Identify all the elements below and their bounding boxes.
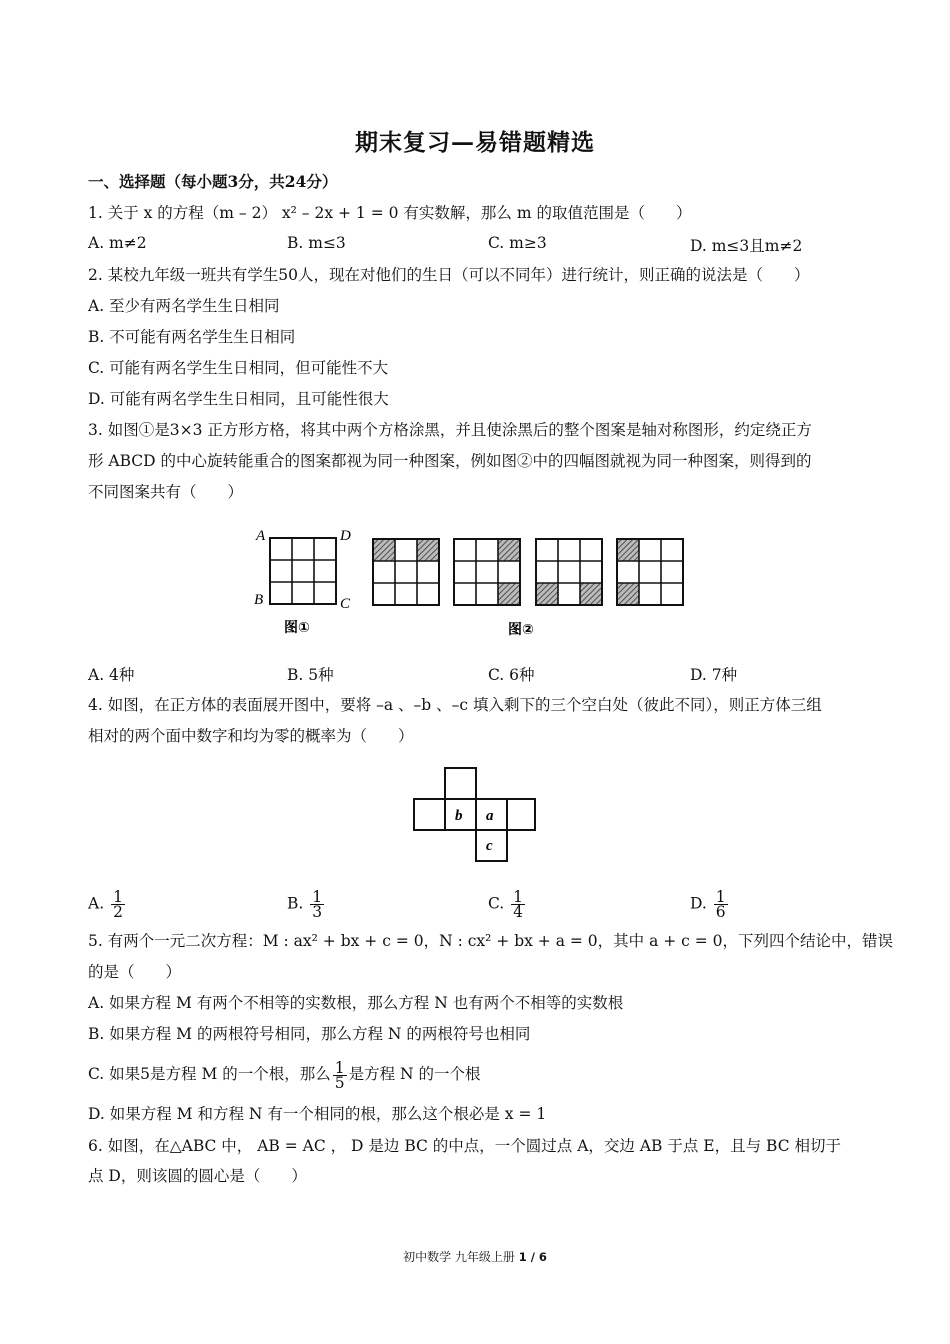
q4-option-a-fraction [111, 890, 125, 919]
q3-option-c: C. 6种 [488, 666, 535, 684]
section-heading: 一、选择题（每小题3分，共24分） [88, 172, 338, 191]
fraction-numerator: 1 [513, 888, 524, 906]
q5-option-c-text-after: 是方程 N 的一个根 [348, 1065, 481, 1083]
figure-2a-grid [373, 539, 439, 605]
q5-option-c-fraction [333, 1058, 347, 1092]
q5-option-b: B. 如果方程 M 的两根符号相同，那么方程 N 的两根符号也相同 [88, 1025, 531, 1043]
q6-stem-line-2: 点 D，则该圆的圆心是（ ） [88, 1167, 307, 1185]
q2-option-c: C. 可能有两名学生生日相同，但可能性不大 [88, 359, 389, 377]
net-label-a: a [486, 808, 494, 824]
q4-stem-line-2: 相对的两个面中数字和均为零的概率为（ ） [88, 727, 414, 745]
cube-net-figure [410, 764, 540, 864]
figure-1-grid [270, 538, 336, 604]
q2-option-a: A. 至少有两名学生生日相同 [88, 297, 280, 315]
q3-stem-line-2: 形 ABCD 的中心旋转能重合的图案都视为同一种图案，例如图②中的四幅图就视为同一种图案，则得到的 [88, 452, 812, 470]
q5-option-c-text-before: C. 如果5是方程 M 的一个根，那么 [88, 1065, 331, 1083]
net-label-b: b [455, 808, 463, 824]
fraction-denominator: 2 [113, 903, 123, 921]
figure-2c-grid [536, 539, 602, 605]
q4-option-c-letter: C. [488, 894, 505, 913]
page-footer [0, 1248, 950, 1265]
fraction-numerator: 1 [312, 888, 323, 906]
corner-label-c: C [340, 596, 351, 612]
q2-option-b: B. 不可能有两名学生生日相同 [88, 328, 296, 346]
q3-figure [250, 520, 700, 650]
q3-options [88, 663, 888, 685]
fraction-denominator: 6 [715, 903, 726, 921]
q3-option-b: B. 5种 [287, 666, 334, 684]
q5-option-d: D. 如果方程 M 和方程 N 有一个相同的根，那么这个根必是 x = 1 [88, 1105, 547, 1123]
q5-option-a: A. 如果方程 M 有两个不相等的实数根，那么方程 N 也有两个不相等的实数根 [88, 994, 624, 1012]
q2-option-d: D. 可能有两名学生生日相同，且可能性很大 [88, 390, 389, 408]
q5-stem-line-1: 5. 有两个一元二次方程：M : ax² + bx + c = 0，N : cx² + bx + a = 0，其中 a + c = 0，下列四个结论中，错误 [88, 932, 894, 950]
q4-option-d-fraction [714, 890, 728, 919]
fraction-numerator: 1 [715, 888, 726, 906]
q4-option-d [690, 890, 730, 919]
q1-option-c: C. m≥3 [488, 234, 547, 252]
q3-stem-line-1: 3. 如图①是3×3 正方形方格，将其中两个方格涂黑，并且使涂黑后的整个图案是轴对称图形，约定绕正方 [88, 421, 812, 439]
corner-label-b: B [254, 592, 264, 608]
q4-option-a [88, 890, 127, 919]
page-title: 期末复习—易错题精选 [355, 129, 595, 156]
q4-option-b-fraction [310, 890, 324, 919]
q4-option-b [287, 890, 326, 919]
q4-option-c-fraction [511, 890, 525, 919]
fraction-denominator: 5 [334, 1073, 345, 1092]
q4-stem-line-1: 4. 如图，在正方体的表面展开图中，要将 –a 、–b 、–c 填入剩下的三个空白处（彼此不同），则正方体三组 [88, 696, 822, 714]
footer-text: 初中数学 九年级上册 [403, 1250, 519, 1264]
corner-label-a: A [256, 528, 266, 544]
q2-stem: 2. 某校九年级一班共有学生50人，现在对他们的生日（可以不同年）进行统计，则正确的说法是（ ） [88, 266, 810, 284]
q5-option-c [88, 1054, 868, 1094]
q3-stem-line-3: 不同图案共有（ ） [88, 483, 244, 501]
q1-stem: 1. 关于 x 的方程（m – 2） x² – 2x + 1 = 0 有实数解，那么 m 的取值范围是（ ） [88, 204, 692, 222]
q4-options [88, 880, 888, 924]
net-label-c: c [486, 838, 493, 854]
figure-2d-grid [617, 539, 683, 605]
q4-option-d-letter: D. [690, 894, 707, 913]
q3-option-d: D. 7种 [690, 666, 738, 684]
q1-options [88, 234, 888, 256]
figure-1-caption: 图① [284, 620, 310, 636]
figure-2-caption: 图② [508, 622, 534, 638]
fraction-denominator: 4 [513, 903, 524, 921]
figure-2b-grid [454, 539, 520, 605]
corner-label-d: D [340, 528, 351, 544]
q1-option-a: A. m≠2 [88, 234, 147, 252]
fraction-denominator: 3 [312, 903, 323, 921]
q6-stem-line-1: 6. 如图，在△ABC 中， AB = AC ， D 是边 BC 的中点，一个圆过点 A，交边 AB 于点 E，且与 BC 相切于 [88, 1137, 841, 1155]
q4-option-b-letter: B. [287, 894, 304, 913]
fraction-numerator: 1 [334, 1058, 345, 1077]
q4-option-a-letter: A. [88, 894, 105, 913]
page-number: 1 / 6 [518, 1250, 547, 1264]
q1-option-d: D. m≤3且m≠2 [690, 237, 803, 255]
q5-stem-line-2: 的是（ ） [88, 963, 182, 981]
q3-option-a: A. 4种 [88, 666, 135, 684]
fraction-numerator: 1 [113, 888, 123, 906]
q4-option-c [488, 890, 527, 919]
q1-option-b: B. m≤3 [287, 234, 346, 252]
